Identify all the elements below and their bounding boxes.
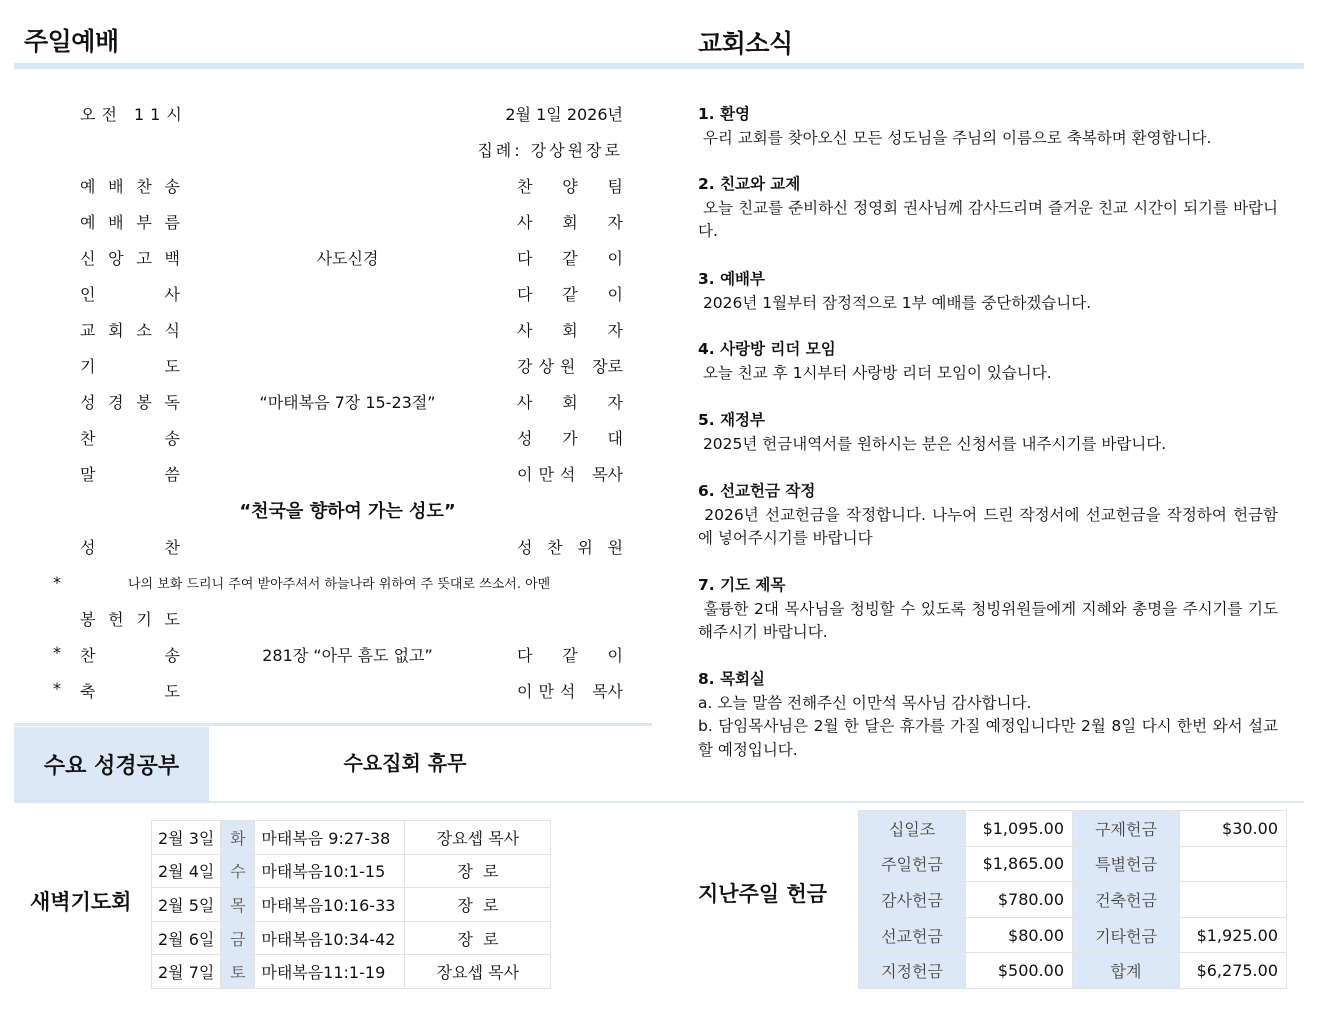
order-label-char: 부 (136, 213, 152, 232)
offering-table (858, 810, 1287, 989)
offering-category: 구제헌금 (1073, 811, 1180, 847)
dawn-date: 2월 7일 (152, 955, 221, 989)
header-divider (14, 63, 1304, 69)
order-leader-char: 찬 (517, 177, 533, 196)
news-item-title: 7. 기도 제목 (698, 576, 786, 594)
prayer-star: * (53, 573, 61, 592)
worship-order-row (0, 282, 660, 318)
order-label-char: 봉 (136, 393, 152, 412)
order-label-char: 찬 (80, 646, 96, 665)
offering-label: 지난주일 헌금 (698, 882, 828, 906)
order-leader (517, 354, 623, 377)
offering-prayer-text: 나의 보화 드리니 주여 받아주셔서 하늘나라 위하여 주 뜻대로 쓰소서. 아멘 (128, 577, 551, 592)
order-leader-part: 이만석 (517, 465, 582, 484)
order-leader-char: 사 (517, 393, 533, 412)
order-label (80, 210, 180, 233)
order-label-char: 기 (80, 357, 96, 376)
news-item (698, 480, 1278, 551)
order-label-char: 성 (80, 393, 96, 412)
offering-category: 건축헌금 (1073, 882, 1180, 918)
order-leader-char: 사 (517, 213, 533, 232)
order-label-char: 찬 (136, 177, 152, 196)
order-label-char: 회 (108, 321, 124, 340)
news-item-title: 4. 사랑방 리더 모임 (698, 340, 836, 358)
offering-amount: $6,275.00 (1180, 953, 1287, 989)
order-label (80, 318, 180, 341)
worship-order-row (0, 426, 660, 462)
worship-title: 주일예배 (24, 27, 119, 56)
order-leader-char: 회 (562, 213, 578, 232)
order-leader (517, 318, 623, 341)
order-leader-char: 사 (517, 321, 533, 340)
order-label-char: 예 (80, 213, 96, 232)
news-title: 교회소식 (698, 29, 793, 58)
offering-category: 기타헌금 (1073, 917, 1180, 953)
order-leader-char: 같 (562, 249, 578, 268)
news-item-title: 5. 재정부 (698, 411, 765, 429)
presider (473, 138, 623, 161)
order-label-char: 예 (80, 177, 96, 196)
order-leader (517, 679, 623, 702)
offering-amount: $30.00 (1180, 811, 1287, 847)
offering-amount: $780.00 (966, 882, 1073, 918)
order-leader (517, 282, 623, 305)
order-leader (517, 462, 623, 485)
news-item-title: 3. 예배부 (698, 270, 765, 288)
order-label-char: 도 (164, 357, 180, 376)
offering-category: 주일헌금 (859, 846, 966, 882)
dawn-leader: 장 로 (405, 854, 551, 888)
worship-order-row (0, 354, 660, 390)
service-time: 오전 11시 (80, 105, 188, 124)
news-item (698, 668, 1278, 762)
order-leader-char: 다 (517, 285, 533, 304)
section-divider (14, 723, 652, 726)
order-label-char: 사 (164, 285, 180, 304)
order-leader (517, 174, 623, 197)
order-label-char: 헌 (108, 610, 124, 629)
order-leader-part: 장로 (592, 357, 623, 376)
worship-order-row (0, 679, 660, 715)
order-label (80, 462, 180, 485)
table-row (859, 811, 1287, 847)
order-detail: 사도신경 (316, 249, 379, 268)
order-label (80, 607, 180, 630)
worship-order-row (0, 462, 660, 498)
order-leader (517, 426, 623, 449)
order-leader-char: 이 (607, 646, 623, 665)
offering-amount: $1,095.00 (966, 811, 1073, 847)
order-label-char: 경 (108, 393, 124, 412)
order-label-char: 신 (80, 249, 96, 268)
news-item (698, 574, 1278, 645)
dawn-date: 2월 5일 (152, 888, 221, 922)
dawn-prayer-label: 새벽기도회 (30, 890, 132, 914)
order-leader (517, 210, 623, 233)
news-item-body: 오늘 친교 후 1시부터 사랑방 리더 모임이 있습니다. (698, 363, 1052, 382)
order-leader-char: 같 (562, 285, 578, 304)
dawn-passage: 마태복음11:1-19 (255, 955, 405, 989)
standing-mark: * (53, 679, 61, 698)
order-label-char: 말 (80, 465, 96, 484)
order-leader-char: 성 (517, 429, 533, 448)
order-label (80, 282, 180, 305)
order-leader-char: 자 (607, 213, 623, 232)
news-item-body: a. 오늘 말씀 전해주신 이만석 목사님 감사합니다. b. 담임목사님은 2월 한 달은 휴가를 가질 예정입니다만 2월 8일 다시 한번 와서 설교할 예정입니다. (698, 693, 1278, 759)
order-leader-char: 자 (607, 321, 623, 340)
order-label-char: 성 (80, 538, 96, 557)
worship-order-row (0, 246, 660, 282)
order-label-char: 앙 (108, 249, 124, 268)
worship-order-row (0, 607, 660, 643)
order-leader-char: 위 (577, 538, 593, 557)
dawn-day: 화 (221, 821, 255, 855)
table-row (152, 821, 551, 855)
offering-amount: $1,925.00 (1180, 917, 1287, 953)
order-label-char: 송 (164, 429, 180, 448)
news-item (698, 103, 1278, 150)
worship-order-row (0, 318, 660, 354)
order-label-char: 도 (164, 610, 180, 629)
service-date: 2월 1일 2026년 (505, 105, 623, 124)
table-row (859, 917, 1287, 953)
order-label-char: 름 (164, 213, 180, 232)
order-leader-char: 원 (607, 538, 623, 557)
worship-order-row (0, 210, 660, 246)
order-label-char: 소 (136, 321, 152, 340)
dawn-leader: 장요셉 목사 (405, 821, 551, 855)
offering-amount: $1,865.00 (966, 846, 1073, 882)
order-label-char: 백 (164, 249, 180, 268)
order-label-char: 찬 (164, 538, 180, 557)
order-label (80, 354, 180, 377)
order-leader (517, 535, 623, 558)
order-detail: 281장 “아무 흠도 없고” (262, 646, 433, 665)
news-item-body: 2026년 선교헌금을 작정합니다. 나누어 드린 작정서에 선교헌금을 작정하여 헌금함에 넣어주시기를 바랍니다 (698, 505, 1278, 547)
news-item-title: 1. 환영 (698, 105, 751, 123)
order-label-char: 독 (164, 393, 180, 412)
offering-category: 합계 (1073, 953, 1180, 989)
order-label-char: 씀 (164, 465, 180, 484)
offering-category: 감사헌금 (859, 882, 966, 918)
order-label-char: 봉 (80, 610, 96, 629)
dawn-day: 목 (221, 888, 255, 922)
dawn-leader: 장 로 (405, 888, 551, 922)
order-label-char: 인 (80, 285, 96, 304)
order-detail: “마태복음 7장 15-23절” (259, 393, 436, 412)
presider-name: 강상원장로 (530, 141, 623, 160)
news-item-body: 훌륭한 2대 목사님을 청빙할 수 있도록 청빙위원들에게 지혜와 총명을 주시기를 기도해주시기 바랍니다. (698, 599, 1278, 641)
dawn-day: 수 (221, 854, 255, 888)
order-leader-char: 찬 (547, 538, 563, 557)
order-label-char: 교 (80, 321, 96, 340)
sermon-title: “천국을 향하여 가는 성도” (239, 501, 456, 522)
table-row (152, 921, 551, 955)
news-item-title: 2. 친교와 교제 (698, 175, 801, 193)
news-item-body: 우리 교회를 찾아오신 모든 성도님을 주님의 이름으로 축복하며 환영합니다. (698, 128, 1212, 147)
news-item (698, 409, 1278, 456)
offering-amount: $500.00 (966, 953, 1073, 989)
order-leader-char: 대 (607, 429, 623, 448)
order-label (80, 535, 180, 558)
order-leader-char: 다 (517, 646, 533, 665)
dawn-date: 2월 3일 (152, 821, 221, 855)
order-leader-char: 같 (562, 646, 578, 665)
order-leader-char: 양 (562, 177, 578, 196)
dawn-passage: 마태복음10:1-15 (255, 854, 405, 888)
order-leader-char: 팀 (607, 177, 623, 196)
news-item-body: 2025년 헌금내역서를 원하시는 분은 신청서를 내주시기를 바랍니다. (698, 434, 1167, 453)
dawn-day: 토 (221, 955, 255, 989)
standing-mark: * (53, 643, 61, 662)
wednesday-notice: 수요집회 휴무 (343, 751, 467, 775)
table-row (859, 953, 1287, 989)
order-leader-char: 이 (607, 249, 623, 268)
news-item-body: 2026년 1월부터 잠정적으로 1부 예배를 중단하겠습니다. (698, 293, 1092, 312)
offering-amount (1180, 882, 1287, 918)
order-label (80, 426, 180, 449)
offering-category: 지정헌금 (859, 953, 966, 989)
order-leader-char: 이 (607, 285, 623, 304)
offering-amount: $80.00 (966, 917, 1073, 953)
order-leader-part: 목사 (592, 465, 623, 484)
table-row (152, 854, 551, 888)
order-leader-char: 다 (517, 249, 533, 268)
order-leader (517, 246, 623, 269)
order-leader-part: 강상원 (517, 357, 582, 376)
order-leader-char: 가 (562, 429, 578, 448)
news-item-body: 오늘 친교를 준비하신 정영회 권사님께 감사드리며 즐거운 친교 시간이 되기를 바랍니다. (698, 198, 1278, 240)
table-row (859, 846, 1287, 882)
order-label-char: 도 (164, 682, 180, 701)
offering-category: 십일조 (859, 811, 966, 847)
order-leader (517, 390, 623, 413)
order-label-char: 송 (164, 177, 180, 196)
dawn-date: 2월 4일 (152, 854, 221, 888)
news-item (698, 338, 1278, 385)
news-item-title: 6. 선교헌금 작정 (698, 482, 816, 500)
order-label (80, 390, 180, 413)
dawn-passage: 마태복음10:34-42 (255, 921, 405, 955)
table-row (152, 888, 551, 922)
dawn-prayer-table (151, 820, 551, 989)
dawn-leader: 장요셉 목사 (405, 955, 551, 989)
order-leader-char: 자 (607, 393, 623, 412)
order-leader (517, 643, 623, 666)
order-leader-part: 목사 (592, 682, 623, 701)
bottom-divider (14, 801, 1304, 803)
news-item-title: 8. 목회실 (698, 670, 765, 688)
table-row (152, 955, 551, 989)
order-label-char: 고 (136, 249, 152, 268)
order-leader-char: 회 (562, 393, 578, 412)
order-label (80, 679, 180, 702)
order-leader-part: 이만석 (517, 682, 582, 701)
offering-category: 선교헌금 (859, 917, 966, 953)
order-label-char: 식 (164, 321, 180, 340)
order-label-char: 배 (108, 213, 124, 232)
order-leader-char: 성 (517, 538, 533, 557)
order-label (80, 643, 180, 666)
dawn-passage: 마태복음10:16-33 (255, 888, 405, 922)
order-label-char: 송 (164, 646, 180, 665)
dawn-leader: 장 로 (405, 921, 551, 955)
order-label (80, 246, 180, 269)
order-label-char: 축 (80, 682, 96, 701)
dawn-date: 2월 6일 (152, 921, 221, 955)
worship-order-row (0, 535, 660, 571)
news-item (698, 268, 1278, 315)
dawn-day: 금 (221, 921, 255, 955)
worship-order-row (0, 390, 660, 426)
order-label-char: 찬 (80, 429, 96, 448)
order-leader-char: 회 (562, 321, 578, 340)
news-item (698, 173, 1278, 244)
presider-label: 집례: (477, 141, 523, 160)
order-label (80, 174, 180, 197)
order-label-char: 배 (108, 177, 124, 196)
worship-order-row (0, 643, 660, 679)
worship-order-row (0, 174, 660, 210)
dawn-passage: 마태복음 9:27-38 (255, 821, 405, 855)
offering-amount (1180, 846, 1287, 882)
wednesday-label: 수요 성경공부 (14, 727, 209, 802)
order-label-char: 기 (136, 610, 152, 629)
table-row (859, 882, 1287, 918)
offering-category: 특별헌금 (1073, 846, 1180, 882)
